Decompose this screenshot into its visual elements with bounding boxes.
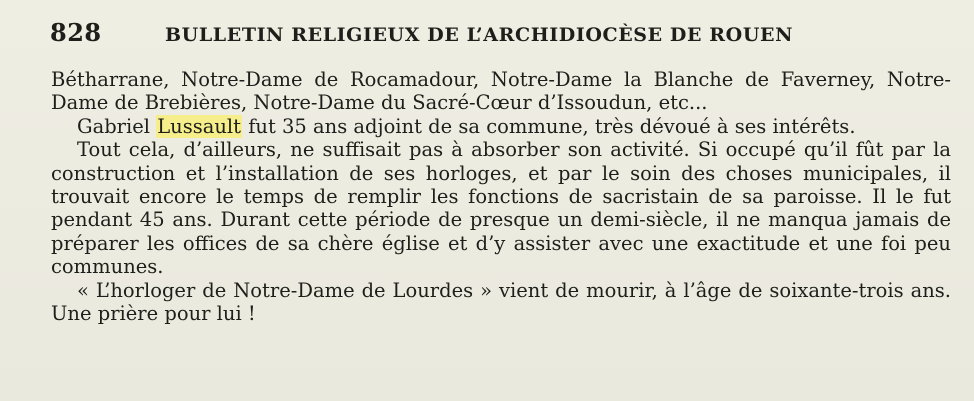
paragraph-adjoint xyxy=(51,115,951,138)
highlighted-name: Lussault xyxy=(157,114,241,138)
paragraph-sacristain xyxy=(51,138,951,278)
paragraph-conclusion xyxy=(51,279,951,326)
paragraph-text-before: Gabriel xyxy=(77,114,157,138)
paragraph-text: Bétharrane, Notre-Dame de Rocamadour, Notre-Dame la Blanche de Faverney, Notre-Dame de Brebières, Notre-Dame du Sacré-Cœur d’Issoudun, etc... xyxy=(51,68,951,115)
paragraph-text-after: fut 35 ans adjoint de sa commune, très dévoué à ses intérêts. xyxy=(242,114,856,138)
journal-title: BULLETIN RELIGIEUX DE L’ARCHIDIOCÈSE DE ROUEN xyxy=(165,24,794,46)
paragraph-text: Tout cela, d’ailleurs, ne suffisait pas à absorber son activité. Si occupé qu’il fût par la construction et l’installation de ses horloges, et par le soin des choses municipales, il trouvait encore le temps de remplir les fonctions de sacristain de sa paroisse. Il le fut pendant 45 ans. Durant cette période de presque un demi-siècle, il ne manqua jamais de préparer les offices de sa chère église et d’y assister avec une exactitude et une foi peu communes. xyxy=(51,138,951,279)
article-body xyxy=(51,68,951,325)
paragraph-text: « L’horloger de Notre-Dame de Lourdes » vient de mourir, à l’âge de soixante-trois ans. Une prière pour lui ! xyxy=(51,278,951,326)
running-head xyxy=(50,18,950,50)
paragraph-shrine-list xyxy=(51,68,951,115)
page-number: 828 xyxy=(50,18,102,47)
